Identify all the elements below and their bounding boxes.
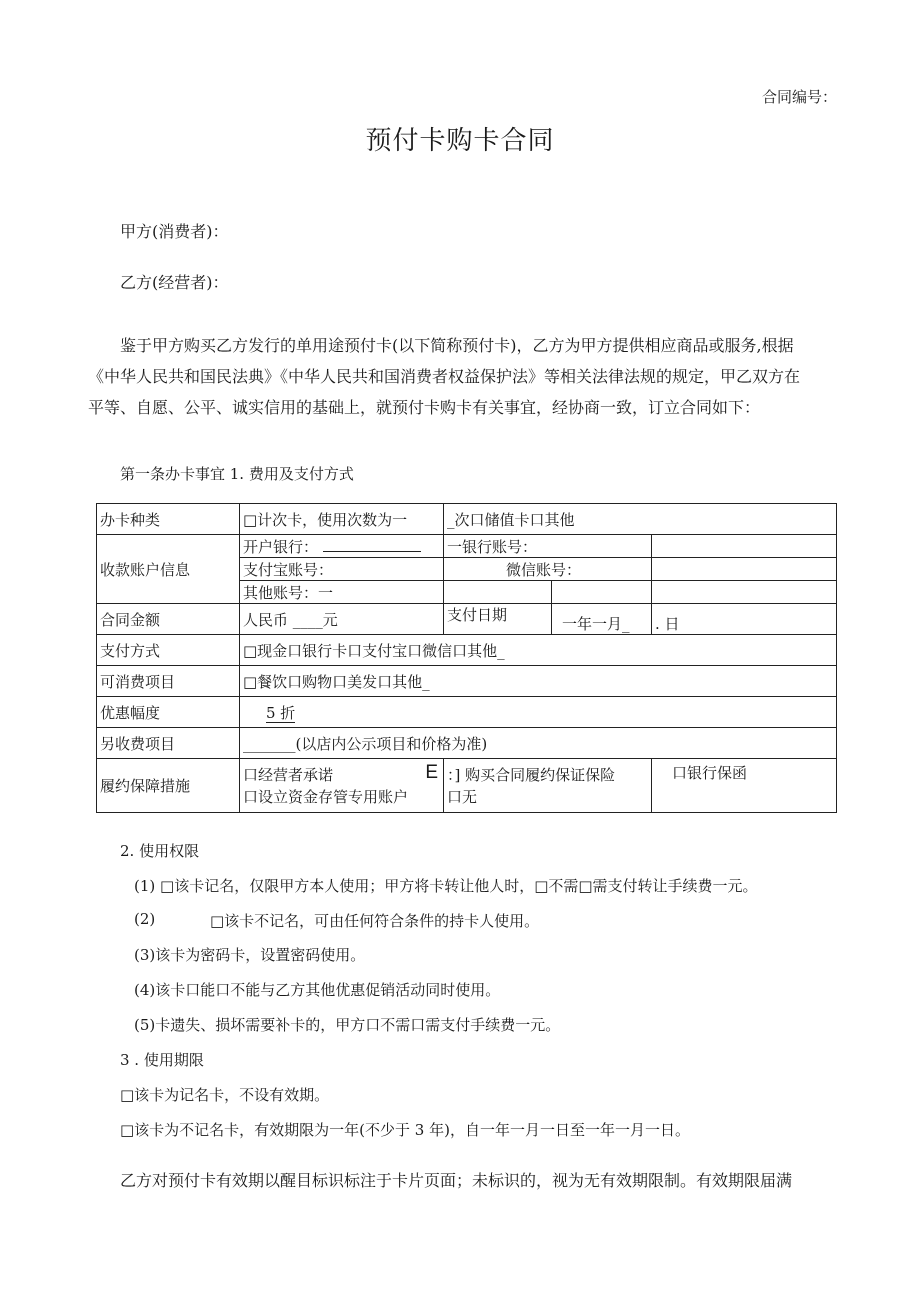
intro-line: 《中华人民共和国民法典》《中华人民共和国消费者权益保护法》等相关法律法规的规定，甲乙双方在	[88, 367, 801, 386]
items-value: □餐饮口购物口美发口其他_	[240, 666, 837, 697]
guarantee-col-a	[240, 759, 444, 813]
card-type-value-a: □计次卡，使用次数为一	[240, 504, 444, 535]
intro-line: 平等、自愿、公平、诚实信用的基础上，就预付卡购卡有关事宜，经协商一致，订立合同如下：	[88, 398, 761, 417]
guarantee-a1: 口经营者承诺	[243, 765, 334, 784]
section3-line3: 乙方对预付卡有效期以醒目标识标注于卡片页面；未标识的，视为无有效期限制。有效期限届满	[120, 1171, 793, 1190]
card-details-table	[96, 503, 837, 813]
table-row	[97, 728, 837, 759]
party-b-label: 乙方(经营者)：	[120, 273, 229, 292]
discount-cell	[240, 697, 837, 728]
card-type-value-b: _次口储值卡口其他	[444, 504, 837, 535]
section3-line1: □该卡为记名卡，不设有效期。	[120, 1086, 330, 1104]
guarantee-b1: ：] 购买合同履约保证保险	[447, 765, 616, 784]
section2-item5: (5)卡遗失、损坏需要补卡的，甲方口不需口需支付手续费一元。	[134, 1016, 561, 1034]
bank-field	[240, 535, 444, 558]
table-row	[97, 635, 837, 666]
alipay-label: 支付宝账号：	[240, 558, 444, 581]
amount-label: 合同金额	[97, 604, 240, 635]
section2-item1: (1) □该卡记名，仅限甲方本人使用；甲方将卡转让他人时，□不需□需支付转让手续费一元。	[134, 877, 758, 895]
extra-fee-label: 另收费项目	[97, 728, 240, 759]
table-row	[97, 697, 837, 728]
guarantee-col-b	[444, 759, 652, 813]
document-title: 预付卡购卡合同	[365, 126, 555, 156]
section3-heading: 3 . 使用期限	[120, 1051, 204, 1069]
other-account-cell	[652, 581, 837, 604]
intro-paragraph	[88, 330, 848, 423]
article1-heading: 第一条办卡事宜 1. 费用及支付方式	[120, 465, 354, 483]
discount-value: 5 折	[266, 703, 296, 722]
amount-value: 人民币 ____元	[240, 604, 444, 635]
table-row	[97, 604, 837, 635]
pay-method-value: □现金口银行卡口支付宝口微信口其他_	[240, 635, 837, 666]
table-row	[97, 504, 837, 535]
guarantee-b2: 口无	[447, 787, 478, 806]
items-label: 可消费项目	[97, 666, 240, 697]
other-account-cell	[444, 581, 552, 604]
section3-line2: □该卡为不记名卡，有效期限为一年(不少于 3 年)，自一年一月一日至一年一月一日。	[120, 1121, 690, 1139]
intro-line: 鉴于甲方购买乙方发行的单用途预付卡(以下简称预付卡)，乙方为甲方提供相应商品或服务,根据	[120, 336, 794, 355]
guarantee-a1-row	[243, 761, 440, 786]
guarantee-e-mark: E	[425, 761, 438, 783]
pay-date-day: . 日	[652, 604, 837, 635]
other-account-cell	[552, 581, 652, 604]
section2-item2-num: (2)	[134, 910, 156, 928]
bank-blank	[323, 551, 421, 552]
guarantee-a2: 口设立资金存管专用账户	[243, 787, 409, 806]
bank-account-value	[652, 535, 837, 558]
section2-item2: □该卡不记名，可由任何符合条件的持卡人使用。	[210, 912, 540, 930]
pay-date-value: 一年一月_	[552, 604, 652, 635]
table-row	[97, 759, 837, 813]
extra-fee-value: _______(以店内公示项目和价格为准)	[240, 728, 837, 759]
table-row	[97, 666, 837, 697]
discount-label: 优惠幅度	[97, 697, 240, 728]
contract-number-label: 合同编号：	[762, 88, 838, 106]
pay-method-label: 支付方式	[97, 635, 240, 666]
guarantee-label: 履约保障措施	[97, 759, 240, 813]
card-type-label: 办卡种类	[97, 504, 240, 535]
party-a-label: 甲方(消费者)：	[120, 222, 229, 241]
table-row	[97, 535, 837, 558]
bank-label: 开户银行：	[243, 537, 319, 556]
guarantee-c: 口银行保函	[652, 759, 837, 813]
wechat-label: 微信账号：	[444, 558, 652, 581]
section2-item3: (3)该卡为密码卡，设置密码使用。	[134, 946, 366, 964]
section2-heading: 2. 使用权限	[120, 842, 200, 860]
section2-item4: (4)该卡口能口不能与乙方其他优惠促销活动同时使用。	[134, 981, 501, 999]
wechat-value	[652, 558, 837, 581]
bank-account-label: 一银行账号：	[444, 535, 652, 558]
account-info-label: 收款账户信息	[97, 535, 240, 604]
other-account-label: 其他账号：一	[240, 581, 444, 604]
pay-date-label: 支付日期	[444, 604, 552, 635]
